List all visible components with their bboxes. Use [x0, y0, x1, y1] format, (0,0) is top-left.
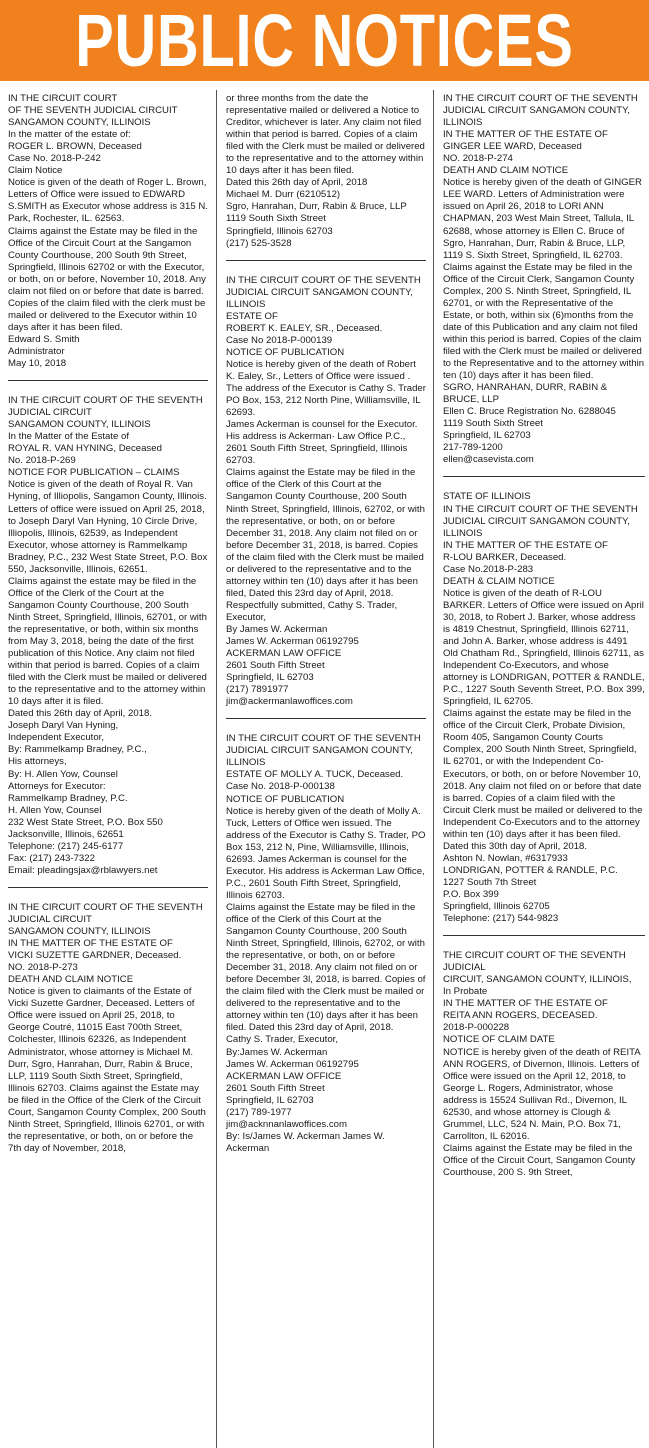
- notice-line: DEATH AND CLAIM NOTICE: [8, 974, 134, 986]
- notice-line: IN THE CIRCUIT COURT OF THE SEVENTH JUDICIAL CIRCUIT: [8, 901, 206, 925]
- notice-line: May 10, 2018: [8, 358, 67, 370]
- notice-line: In Probate: [443, 986, 488, 998]
- notice-line: ACKERMAN LAW OFFICE: [226, 1070, 342, 1082]
- notice-line: 1119 South Sixth Street: [226, 213, 326, 225]
- notice-line: Edward S. Smith: [8, 333, 80, 345]
- notice-line: IN THE MATTER OF THE ESTATE OF: [8, 938, 173, 950]
- notice-line: Email: pleadingsjax@rblawyers.net: [8, 864, 158, 876]
- notice-line: IN THE MATTER OF THE ESTATE OF: [443, 998, 608, 1010]
- notice-line: Ashton N. Nowlan, #6317933: [443, 852, 568, 864]
- notice-line: Joseph Daryl Van Hyning,: [8, 720, 119, 732]
- notice-line: jim@ackermanlawoffices.com: [226, 696, 353, 708]
- notice-line: By: H. Allen Yow, Counsel: [8, 768, 118, 780]
- public-notice: [8, 93, 211, 370]
- public-notice: [8, 395, 208, 877]
- notice-line: Notice is given of the death of R-LOU BARKER. Letters of Office were issued on April 30, 2018, to Robert J. Barker, whose address is 4819 Chestnut, Springfield, Illinois 62711, and John A. Barker, whose address is 4491 Old Chatham Rd., Springfield, Illinois 62711, as Independent Co-Executors, and whose attorney is LONDRIGAN, POTTER & RANDLE, P.C., 1227 South Seventh Street, P.O. Box 399, Springfield, IL 62705.: [443, 587, 648, 708]
- notice-line: Notice is given of the death of Roger L. Brown, Letters of Office were issued to EDWARD S.SMITH as Executor whose address is 315 N. Park, Rochester, IL. 62563.: [8, 177, 211, 225]
- notice-line: NOTICE OF PUBLICATION: [226, 346, 345, 358]
- notice-line: (217) 789-1977: [226, 1106, 292, 1118]
- public-notice: [443, 950, 645, 1179]
- notice-line: Springfield, Illinois 62705: [443, 901, 550, 913]
- public-notice: [226, 93, 426, 250]
- notice-line: NO. 2018-P-274: [443, 153, 513, 165]
- notice-line: SANGAMON COUNTY, ILLINOIS: [8, 419, 151, 431]
- notice-line: (217) 525-3528: [226, 237, 292, 249]
- notice-line: IN THE CIRCUIT COURT OF THE SEVENTH JUDICIAL CIRCUIT: [8, 395, 206, 419]
- notice-line: Case No 2018-P-000139: [226, 334, 333, 346]
- notice-line: VICKI SUZETTE GARDNER, Deceased.: [8, 950, 182, 962]
- column-1: [8, 93, 211, 1448]
- notice-line: Telephone: (217) 544-9823: [443, 913, 559, 925]
- notice-line: REITA ANN ROGERS, DECEASED.: [443, 1010, 598, 1022]
- notice-line: STATE OF ILLINOIS: [443, 491, 531, 503]
- notice-line: Ellen C. Bruce Registration No. 6288045: [443, 406, 616, 418]
- public-notice: [443, 93, 645, 466]
- notice-line: (217) 7891977: [226, 684, 289, 696]
- public-notice: [8, 902, 208, 1155]
- notice-line: R-LOU BARKER, Deceased.: [443, 551, 567, 563]
- notice-line: 2601 South Fifth Street: [226, 660, 325, 672]
- notice-line: LONDRIGAN, POTTER & RANDLE, P.C.: [443, 864, 618, 876]
- notice-line: IN THE CIRCUIT COURT OF THE SEVENTH JUDICIAL CIRCUIT SANGAMON COUNTY, ILLINOIS: [443, 93, 641, 129]
- notice-line: No. 2018-P-269: [8, 455, 76, 467]
- public-notice: [443, 491, 648, 925]
- notice-line: THE CIRCUIT COURT OF THE SEVENTH JUDICIAL: [443, 950, 629, 974]
- notice-line: Notice is hereby given of the death of Robert K. Ealey, Sr., Letters of Office were issued . The address of the Executor is Cathy S. Trader PO Box, 153, 212 North Pine, Williamsville, IL 62693.: [226, 358, 429, 419]
- notice-line: 2601 South Fifth Street: [226, 1082, 325, 1094]
- notice-line: Springfield, IL 62703: [443, 430, 531, 442]
- notice-line: By James W. Ackerman: [226, 623, 328, 635]
- column-3: [443, 93, 648, 1448]
- notice-line: Respectfully submitted, Cathy S. Trader, Executor,: [226, 599, 400, 623]
- notice-line: IN THE CIRCUIT COURT OF THE SEVENTH JUDICIAL CIRCUIT SANGAMON COUNTY, ILLINOIS: [226, 733, 424, 769]
- notice-line: NOTICE is hereby given of the death of REITA ANN ROGERS, of Divernon, Illinois. Letters of Office were issued on the April 12, 2018, to George L. Rogers, Administrator, whose address is 15524 Sullivan Rd., Divernon, IL 62530, and whose attorney is Clough & Grummel, LLC, 524 N. Main, P.O. Box 71, Carrollton, IL 62016.: [443, 1046, 643, 1142]
- column-divider: [433, 90, 434, 1448]
- notice-line: ROGER L. BROWN, Deceased: [8, 141, 142, 153]
- notice-line: Dated this 26th day of April, 2018: [226, 177, 368, 189]
- notice-line: His attorneys,: [8, 756, 67, 768]
- notice-line: 2018-P-000228: [443, 1022, 510, 1034]
- notice-line: NOTICE FOR PUBLICATION – CLAIMS: [8, 467, 180, 479]
- notice-separator: [8, 887, 208, 888]
- notice-line: Springfield, IL 62703: [226, 1094, 314, 1106]
- notice-line: 1227 South 7th Street: [443, 876, 537, 888]
- notice-line: IN THE MATTER OF THE ESTATE OF: [443, 539, 608, 551]
- notice-line: DEATH AND CLAIM NOTICE: [443, 165, 569, 177]
- notice-line: Telephone: (217) 245-6177: [8, 840, 124, 852]
- notice-line: ellen@casevista.com: [443, 454, 534, 466]
- notice-line: SANGAMON COUNTY, ILLINOIS: [8, 117, 151, 129]
- notice-line: CIRCUIT, SANGAMON COUNTY, ILLINOIS,: [443, 974, 632, 986]
- notice-line: SANGAMON COUNTY, ILLINOIS: [8, 926, 151, 938]
- notice-line: NOTICE OF PUBLICATION: [226, 793, 345, 805]
- notice-line: In the Matter of the Estate of: [8, 431, 130, 443]
- notice-line: Jacksonville, Illinois, 62651: [8, 828, 124, 840]
- notice-line: Claims against the Estate may be filed in the office of the Clerk of this Court at the Sangamon County Courthouse, 200 South Ninth Street, Springfield, Illinois, 62702, or with the representative, or both, on or before December 31, 2018. Any claim not filed on or before December 31, 2018, is barred. Copies of the claim filed with the Clerk must be mailed or delivered to the representative and to the attorney within ten (10) days after it has been filed, Dated this 23rd day of April, 2018.: [226, 467, 428, 599]
- notice-line: IN THE CIRCUIT COURT OF THE SEVENTH JUDICIAL CIRCUIT SANGAMON COUNTY, ILLINOIS: [443, 503, 641, 539]
- notice-line: James W. Ackerman 06192795: [226, 1058, 359, 1070]
- notice-line: Springfield, IL 62703: [226, 672, 314, 684]
- notice-separator: [443, 476, 645, 477]
- notice-line: DEATH & CLAIM NOTICE: [443, 575, 555, 587]
- notice-line: ESTATE OF: [226, 310, 278, 322]
- notice-line: Independent Executor,: [8, 732, 105, 744]
- notice-line: IN THE MATTER OF THE ESTATE OF: [443, 129, 608, 141]
- notice-line: Fax: (217) 243-7322: [8, 852, 95, 864]
- notice-line: Claims against the estate may be filed in the office of the Circuit Clerk, Probate Division, Room 405, Sangamon County Courts Complex, 200 South Ninth Street, Springfield, IL 62701, or with the Independent Co-Executors, or both, on or before November 10, 2018. Any claim not filed on or before that date is barred. Copies of a claim filed with the Circuit Clerk must be mailed or delivered to the Independent Co-Executors and to the attorney within ten (10) days after it has been filed.: [443, 708, 646, 840]
- notice-line: By: Rammelkamp Bradney, P.C.,: [8, 744, 147, 756]
- notice-line: 217-789-1200: [443, 442, 503, 454]
- notice-line: Notice is hereby given of the death of GINGER LEE WARD. Letters of Administration were issued on April 26, 2018 to LORI ANN CHAPMAN, 203 West Main Street, Tallula, IL 62688, whose attorney is Ellen C. Bruce of Sgro, Hanrahan, Durr, Rabin & Bruce, LLP, 1119 S. Sixth Street, Springfield, IL 62703. Claims against the Estate may be filed in the Office of the Circuit Clerk, Sangamon County Complex, 200 S. Ninth Street, Springfield, IL 62701, or with the Representative of the Estate, or both, within six (6)months from the date of this Publication and any claim not filed within this period is barred. Copies of the claim filed with the Clerk must be mailed or delivered to the Representative and to the attorney within ten (10) days after it has been filed.: [443, 177, 647, 382]
- notice-line: Administrator: [8, 345, 65, 357]
- notice-line: Cathy S. Trader, Executor,: [226, 1034, 338, 1046]
- notice-line: Sgro, Hanrahan, Durr, Rabin & Bruce, LLP: [226, 201, 407, 213]
- notice-line: jim@acknnanlawoffices.com: [226, 1118, 348, 1130]
- notice-line: Claims against the Estate may be filed in the office of the Clerk of this Court at the Sangamon County Courthouse, 200 South Ninth Street, Springfield, Illinois, 62702, or with the representative, or both, on or before December 31, 2018. Any claim not filed on or before December 3l, 2018, is barred. Copies of the claim filed with the Clerk must be mailed or delivered to the representative and to the attorney within ten (10) days after it has been filed. Dated this 23rd day of April, 2018.: [226, 901, 429, 1034]
- notice-line: GINGER LEE WARD, Deceased: [443, 141, 582, 153]
- notice-line: Claims against the estate may be filed in the Office of the Clerk of the Court at the Sangamon County Courthouse, 200 South Ninth Street, Springfield, Illinois, 62701, or with the representative, or both, within six months from May 3, 2018, being the date of the first publication of this Notice. Any claim not filed within that period is barred. Copies of a claim filed with the Clerk must be mailed or delivered to the representative and to the attorney within 10 days after it is filed.: [8, 575, 210, 708]
- section-masthead: [0, 0, 649, 81]
- notice-separator: [226, 260, 426, 261]
- notice-line: Case No.2018-P-283: [443, 563, 534, 575]
- notice-line: Case No. 2018-P-000138: [226, 781, 335, 793]
- notice-line: IN THE CIRCUIT COURT OF THE SEVENTH JUDICIAL CIRCUIT SANGAMON COUNTY, ILLINOIS: [226, 274, 424, 310]
- notice-separator: [226, 718, 426, 719]
- notice-line: or three months from the date the representative mailed or delivered a Notice to Creditor, whichever is later. Any claim not filed within that period is barred. Copies of a claim filed with the Clerk must be mailed or delivered to the representative and to the attorney within 10 days after it has been filed.: [226, 93, 428, 177]
- notice-line: By: Is/James W. Ackerman James W. Ackerman: [226, 1130, 388, 1154]
- notice-line: Dated this 30th day of April, 2018.: [443, 840, 587, 852]
- notice-line: 1119 South Sixth Street: [443, 418, 543, 430]
- notice-separator: [8, 380, 208, 381]
- public-notice: [226, 733, 429, 1155]
- notice-line: NOTICE OF CLAIM DATE: [443, 1034, 555, 1046]
- notice-line: ACKERMAN LAW OFFICE: [226, 648, 342, 660]
- notice-line: James W. Ackerman 06192795: [226, 636, 359, 648]
- notice-line: 232 West State Street, P.O. Box 550: [8, 816, 163, 828]
- public-notice: [226, 274, 429, 709]
- notice-line: Dated this 26th day of April, 2018.: [8, 708, 152, 720]
- masthead-title: PUBLIC NOTICES: [75, 0, 574, 82]
- notice-line: SGRO, HANRAHAN, DURR, RABIN & BRUCE, LLP: [443, 382, 610, 406]
- notice-line: Notice is given to claimants of the Estate of Vicki Suzette Gardner, Deceased. Letters of Office were issued on April 25, 2018, to George Coutré, 11015 East 700th Street, Colchester, Illinois 62326, as Independent Administrator, whose attorney is Michael M. Durr, Sgro, Hanrahan, Durr, Rabin & Bruce, LLP, 1119 South Sixth Street, Springfield, Illinois 62703. Claims against the Estate may be filed in the Office of the Clerk of the Circuit Court, Sangamon County Complex, 200 South Ninth Street, Springfield, Illinois 62701, or with the representative, or both, on or before the 7th day of November, 2018,: [8, 986, 209, 1154]
- notice-line: By:James W. Ackerman: [226, 1046, 328, 1058]
- notice-line: ROYAL R. VAN HYNING, Deceased: [8, 443, 162, 455]
- notice-line: Claim Notice: [8, 165, 63, 177]
- notice-line: ROBERT K. EALEY, SR., Deceased.: [226, 322, 383, 334]
- notice-line: In the matter of the estate of:: [8, 129, 131, 141]
- notice-line: Rammelkamp Bradney, P.C.: [8, 792, 128, 804]
- notice-line: Notice is hereby given of the death of Molly A. Tuck, Letters of Office wen issued. The address of the Executor is Cathy S. Trader, PO Box 153, 212 N, Pine, Williamsville, Illinois, 62693. James Ackerman is counsel for the Executor. His address is Ackerman Law Office, P.C., 2601 South Fifth Street, Springfield, Illinois 62703.: [226, 805, 429, 901]
- notice-line: Case No. 2018-P-242: [8, 153, 101, 165]
- notice-line: Claims against the Estate may be filed in the Office of the Circuit Court at the Sangamon County Courthouse, 200 South 9th Street, Springfield, Illinois 62702 or with the Executor, or both, on or before, November 10, 2018. Any claim not filed on or before that date is barred. Copies of the claim filed with the clerk must be mailed or delivered to the Executor within 10 days after it has been filed.: [8, 225, 209, 333]
- column-2: [226, 93, 429, 1448]
- column-divider: [216, 90, 217, 1448]
- notice-line: Springfield, Illinois 62703: [226, 225, 333, 237]
- notice-line: Michael M. Durr (6210512): [226, 189, 341, 201]
- notice-line: Claims against the Estate may be filed in the Office of the Circuit Court, Sangamon County Courthouse, 200 S. 9th Street,: [443, 1142, 638, 1178]
- notice-line: Attorneys for Executor:: [8, 780, 106, 792]
- notice-line: ESTATE OF MOLLY A. TUCK, Deceased.: [226, 769, 404, 781]
- notice-line: H. Allen Yow, Counsel: [8, 804, 102, 816]
- notice-line: OF THE SEVENTH JUDICIAL CIRCUIT: [8, 105, 178, 117]
- notice-line: P.O. Box 399: [443, 889, 499, 900]
- notice-line: NO. 2018-P-273: [8, 962, 78, 974]
- notice-line: James Ackerman is counsel for the Executor. His address is Ackerman· Law Office P.C., 2601 South Fifth Street, Springfield, Illinois 62703.: [226, 419, 421, 467]
- notice-line: IN THE CIRCUIT COURT: [8, 93, 118, 104]
- notice-separator: [443, 935, 645, 936]
- notice-line: Notice is given of the death of Royal R. Van Hyning, of Illiopolis, Sangamon County, Illinois. Letters of office were issued on April 25, 2018, to Joseph Daryl Van Hyning, 10 Circle Drive, Illiopolis, Illinois, 62539, as Independent Executor, whose attorney is Rammelkamp Bradney, P.C., 232 West State Street, P.O. Box 550, Jacksonville, Illinois, 62651.: [8, 479, 210, 575]
